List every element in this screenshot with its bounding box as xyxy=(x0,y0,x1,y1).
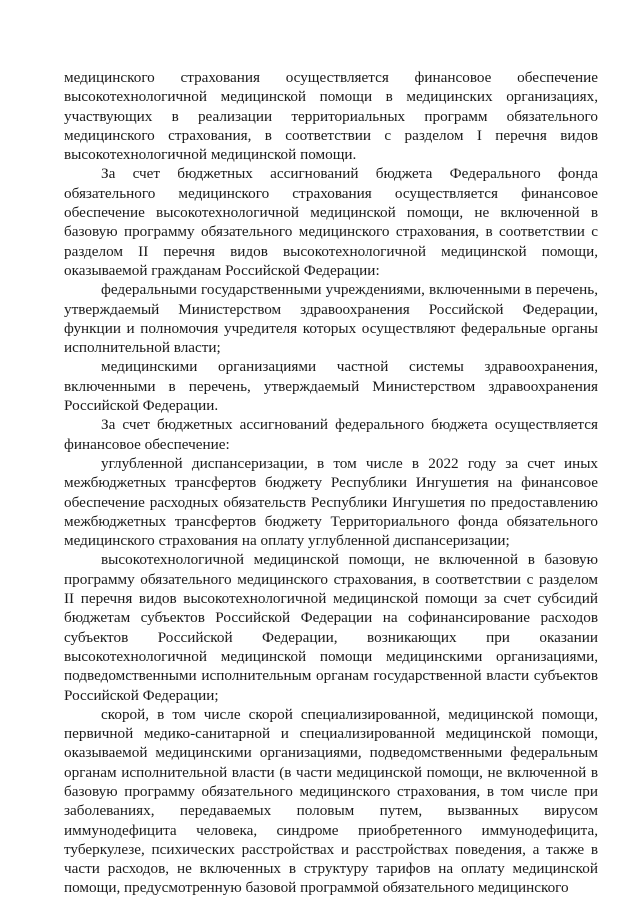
paragraph-ffoms-funding: За счет бюджетных ассигнований бюджета Федерального фонда обязательного медицинского страхования осуществляется финансовое обеспечение высокотехнологичной медицинской помощи, не включенной в базовую программу обязательного медицинского страхования, в соответствии с разделом II перечня видов высокотехнологичной медицинской помощи, оказываемой гражданам Российской Федерации: xyxy=(64,165,598,279)
paragraph-in-depth-screening: углубленной диспансеризации, в том числе в 2022 году за счет иных межбюджетных трансфертов бюджету Республики Ингушетия на финансовое обеспечение расходных обязательств Республики Ингушетия по предоставлению межбюджетных трансфертов бюджету Территориального фонда обязательного медицинского страхования на оплату углубленной диспансеризации; xyxy=(64,454,598,550)
paragraph-emergency-care: скорой, в том числе скорой специализированной, медицинской помощи, первичной медико-санитарной и специализированной медицинской помощи, оказываемой медицинскими организациями, подведомственными федеральным органам исполнительной власти (в части медицинской помощи, не включенной в базовую программу обязательного медицинского страхования, в том числе при заболеваниях, передаваемых половым путем, вызванных вирусом иммунодефицита человека, синдроме приобретенного иммунодефицита, туберкулезе, психических расстройствах и расстройствах поведения, а также в части расходов, не включенных в структуру тарифов на оплату медицинской помощи, предусмотренную базовой программой обязательного медицинского xyxy=(64,705,598,897)
paragraph-high-tech-subsidies: высокотехнологичной медицинской помощи, не включенной в базовую программу обязательного медицинского страхования, в соответствии с разделом II перечня видов высокотехнологичной медицинской помощи за счет субсидий бюджетам субъектов Российской Федерации на софинансирование расходов субъектов Российской Федерации, возникающих при оказании высокотехнологичной медицинской помощи медицинскими организациями, подведомственными исполнительным органам государственной власти субъектов Российской Федерации; xyxy=(64,551,598,704)
body-text xyxy=(64,68,598,898)
paragraph-federal-budget-intro: За счет бюджетных ассигнований федерального бюджета осуществляется финансовое обеспечение: xyxy=(64,416,598,453)
paragraph-private-organizations: медицинскими организациями частной системы здравоохранения, включенными в перечень, утверждаемый Министерством здравоохранения Российской Федерации. xyxy=(64,358,598,415)
paragraph-federal-institutions: федеральными государственными учреждениями, включенными в перечень, утверждаемый Министерством здравоохранения Российской Федерации, функции и полномочия учредителя которых осуществляют федеральные органы исполнительной власти; xyxy=(64,281,598,357)
paragraph-continuation: медицинского страхования осуществляется финансовое обеспечение высокотехнологичной медицинской помощи в медицинских организациях, участвующих в реализации территориальных программ обязательного медицинского страхования, в соответствии с разделом I перечня видов высокотехнологичной медицинской помощи. xyxy=(64,69,598,164)
